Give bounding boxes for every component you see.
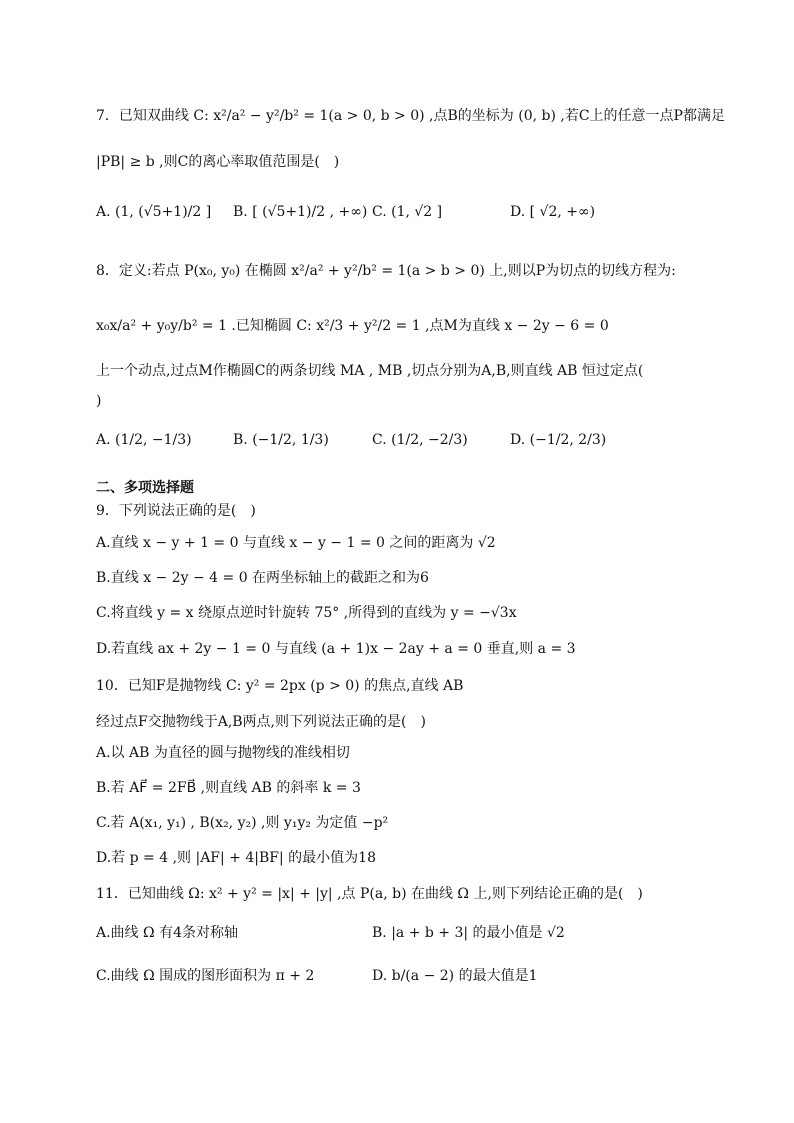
q11-stem: 11．已知曲线 Ω: x² + y² = |x| + |y| ,点 P(a, b) 在曲线 Ω 上,则下列结论正确的是( ) <box>96 886 643 902</box>
q9-option-a: A.直线 x − y + 1 = 0 与直线 x − y − 1 = 0 之间的距离为 √2 <box>96 535 496 551</box>
q11-option-c: C.曲线 Ω 围成的图形面积为 π + 2 <box>96 968 315 984</box>
q10-option-c: C.若 A(x₁, y₁) , B(x₂, y₂) ,则 y₁y₂ 为定值 −p² <box>96 815 389 831</box>
q8-option-c: C. (1/2, −2/3) <box>372 432 468 448</box>
section-heading: 二、多项选择题 <box>96 480 194 496</box>
q8-option-b: B. (−1/2, 1/3) <box>233 432 329 448</box>
q11-option-d: D. b/(a − 2) 的最大值是1 <box>372 968 538 984</box>
q10-stem-line1: 10．已知F是抛物线 C: y² = 2px (p > 0) 的焦点,直线 AB <box>96 678 464 694</box>
q11-option-b: B. |a + b + 3| 的最小值是 √2 <box>372 925 565 941</box>
q9-option-d: D.若直线 ax + 2y − 1 = 0 与直线 (a + 1)x − 2ay + a = 0 垂直,则 a = 3 <box>96 641 576 657</box>
q7-option-c: C. (1, √2 ] <box>372 204 443 220</box>
q7-stem-line1: 7．已知双曲线 C: x²/a² − y²/b² = 1(a > 0, b > 0) ,点B的坐标为 (0, b) ,若C上的任意一点P都满足 <box>96 108 725 124</box>
q8-stem-line1: 8．定义:若点 P(x₀, y₀) 在椭圆 x²/a² + y²/b² = 1(a > b > 0) 上,则以P为切点的切线方程为: <box>96 263 676 279</box>
q7-stem-line2: |PB| ≥ b ,则C的离心率取值范围是( ) <box>96 154 340 170</box>
q9-option-b: B.直线 x − 2y − 4 = 0 在两坐标轴上的截距之和为6 <box>96 570 429 586</box>
q8-option-a: A. (1/2, −1/3) <box>96 432 192 448</box>
q10-option-d: D.若 p = 4 ,则 |AF| + 4|BF| 的最小值为18 <box>96 850 376 866</box>
q8-stem-line3: 上一个动点,过点M作椭圆C的两条切线 MA , MB ,切点分别为A,B,则直线 AB 恒过定点( <box>96 363 644 379</box>
q8-option-d: D. (−1/2, 2/3) <box>510 432 607 448</box>
q10-option-b: B.若 AF⃗ = 2FB⃗ ,则直线 AB 的斜率 k = 3 <box>96 780 361 796</box>
q10-stem-line2: 经过点F交抛物线于A,B两点,则下列说法正确的是( ) <box>96 714 426 730</box>
q9-stem: 9．下列说法正确的是( ) <box>96 503 256 519</box>
q8-stem-line2: x₀x/a² + y₀y/b² = 1 .已知椭圆 C: x²/3 + y²/2 = 1 ,点M为直线 x − 2y − 6 = 0 <box>96 318 609 334</box>
q7-option-d: D. [ √2, +∞) <box>510 204 596 220</box>
q10-option-a: A.以 AB 为直径的圆与抛物线的准线相切 <box>96 745 350 761</box>
q7-option-b: B. [ (√5+1)/2 , +∞) <box>233 204 368 220</box>
q9-option-c: C.将直线 y = x 绕原点逆时针旋转 75° ,所得到的直线为 y = −√3x <box>96 605 517 621</box>
q7-option-a: A. (1, (√5+1)/2 ] <box>96 204 212 220</box>
q8-stem-line4: ) <box>96 393 102 409</box>
q11-option-a: A.曲线 Ω 有4条对称轴 <box>96 925 238 941</box>
